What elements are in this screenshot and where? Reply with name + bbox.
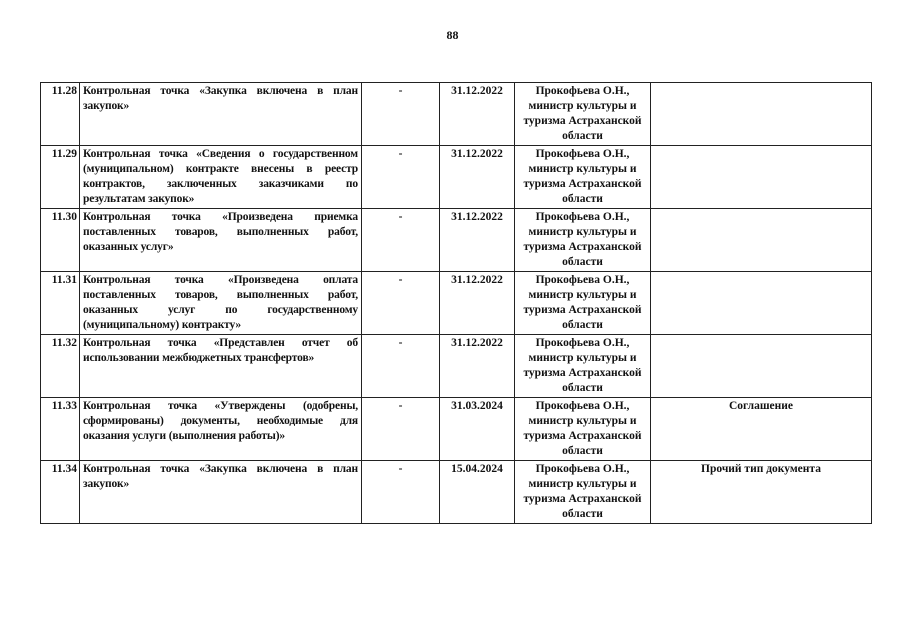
row-number: 11.28 xyxy=(41,83,80,146)
row-responsible: Прокофьева О.Н., министр культуры и туризма Астраханской области xyxy=(515,335,651,398)
row-date: 31.12.2022 xyxy=(440,335,515,398)
row-placeholder: - xyxy=(362,461,440,524)
row-document-type xyxy=(651,209,872,272)
row-date: 31.12.2022 xyxy=(440,146,515,209)
row-document-type: Прочий тип документа xyxy=(651,461,872,524)
row-date: 31.03.2024 xyxy=(440,398,515,461)
row-number: 11.33 xyxy=(41,398,80,461)
row-document-type xyxy=(651,335,872,398)
row-document-type xyxy=(651,83,872,146)
row-description: Контрольная точка «Произведена приемка поставленных товаров, выполненных работ, оказанных услуг» xyxy=(80,209,362,272)
row-number: 11.34 xyxy=(41,461,80,524)
table-row xyxy=(41,398,872,461)
row-document-type xyxy=(651,146,872,209)
row-responsible: Прокофьева О.Н., министр культуры и туризма Астраханской области xyxy=(515,272,651,335)
row-description: Контрольная точка «Закупка включена в план закупок» xyxy=(80,83,362,146)
row-number: 11.29 xyxy=(41,146,80,209)
row-number: 11.31 xyxy=(41,272,80,335)
row-responsible: Прокофьева О.Н., министр культуры и туризма Астраханской области xyxy=(515,146,651,209)
row-document-type: Соглашение xyxy=(651,398,872,461)
table-row xyxy=(41,209,872,272)
row-number: 11.30 xyxy=(41,209,80,272)
page-number: 88 xyxy=(446,28,459,42)
row-placeholder: - xyxy=(362,209,440,272)
row-placeholder: - xyxy=(362,83,440,146)
row-responsible: Прокофьева О.Н., министр культуры и туризма Астраханской области xyxy=(515,83,651,146)
table-row xyxy=(41,146,872,209)
row-responsible: Прокофьева О.Н., министр культуры и туризма Астраханской области xyxy=(515,209,651,272)
table-row xyxy=(41,83,872,146)
row-date: 31.12.2022 xyxy=(440,83,515,146)
control-points-table xyxy=(40,82,872,524)
row-responsible: Прокофьева О.Н., министр культуры и туризма Астраханской области xyxy=(515,461,651,524)
table-row xyxy=(41,335,872,398)
row-description: Контрольная точка «Утверждены (одобрены, сформированы) документы, необходимые для оказания услуги (выполнения работы)» xyxy=(80,398,362,461)
row-description: Контрольная точка «Закупка включена в план закупок» xyxy=(80,461,362,524)
row-responsible: Прокофьева О.Н., министр культуры и туризма Астраханской области xyxy=(515,398,651,461)
row-placeholder: - xyxy=(362,398,440,461)
row-description: Контрольная точка «Произведена оплата поставленных товаров, выполненных работ, оказанных услуг по государственному (муниципальному) контракту» xyxy=(80,272,362,335)
row-placeholder: - xyxy=(362,146,440,209)
row-placeholder: - xyxy=(362,272,440,335)
table-row xyxy=(41,461,872,524)
row-document-type xyxy=(651,272,872,335)
table-row xyxy=(41,272,872,335)
row-description: Контрольная точка «Представлен отчет об использовании межбюджетных трансфертов» xyxy=(80,335,362,398)
row-date: 31.12.2022 xyxy=(440,272,515,335)
row-date: 31.12.2022 xyxy=(440,209,515,272)
row-date: 15.04.2024 xyxy=(440,461,515,524)
row-number: 11.32 xyxy=(41,335,80,398)
row-description: Контрольная точка «Сведения о государственном (муниципальном) контракте внесены в реестр контрактов, заключенных заказчиками по результатам закупок» xyxy=(80,146,362,209)
row-placeholder: - xyxy=(362,335,440,398)
